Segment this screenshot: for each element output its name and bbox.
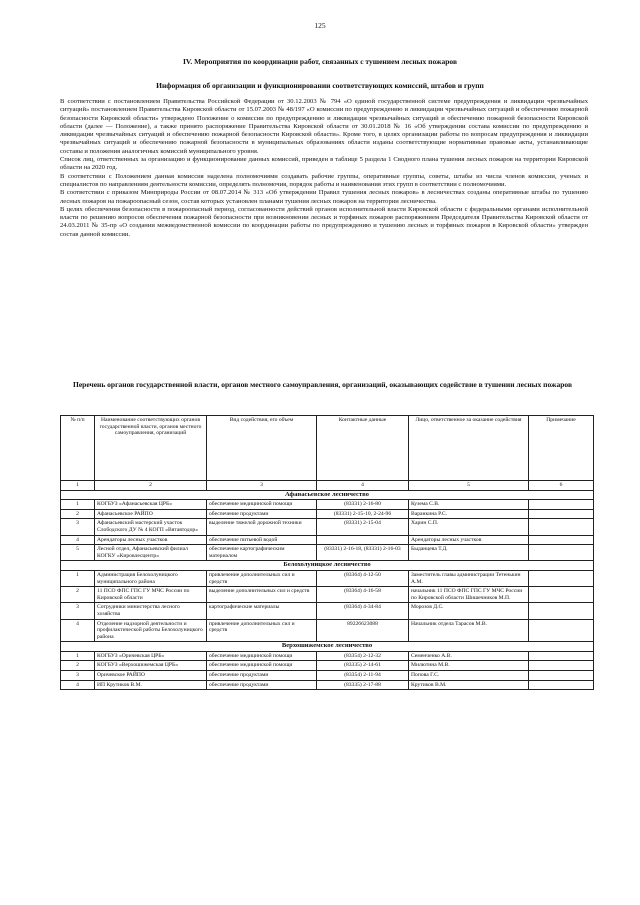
table-cell: КОГБУЗ «Верхошижемская ЦРБ» [95, 661, 207, 671]
table-cell: 1 [61, 570, 95, 586]
section-name: Афанасьевское лесничество [61, 490, 594, 500]
table-cell: Семенченко А.В. [409, 651, 529, 661]
table-cell: 4 [61, 619, 95, 642]
table-cell: Заместитель главы администрации Тетенькин А.М. [409, 570, 529, 586]
paragraph: В соответствии с Положением данная комиссия наделена полномочиями создавать рабочие группы, оперативные группы, советы, штабы из числа членов комиссии, ученых и специалистов по направлениям деятельности комиссии, определять полномочия, порядок работы и наименования этих групп в соответствии с полномочиями. [60, 172, 588, 188]
table-cell: 4 [61, 535, 95, 545]
section-name: Белохолуницкое лесничество [61, 561, 594, 571]
table-cell: (83364) 4-16-58 [317, 587, 409, 603]
table-cell: Харин С.П. [409, 519, 529, 535]
table-cell: ИП Крутиков В.М. [95, 680, 207, 690]
paragraph: В соответствии с приказом Минприроды России от 08.07.2014 № 313 «Об утверждении Правил тушения лесных пожаров» в лесничествах созданы оперативные штабы по тушению лесных пожаров на пожароопасный сезон, состав которых установлен планами тушения лесных пожаров на территории лесничества. [60, 189, 588, 205]
table-cell [529, 545, 594, 561]
table-row [61, 671, 594, 681]
body-text [60, 98, 588, 239]
table-cell: (83335) 2-14-61 [317, 661, 409, 671]
column-number: 1 [61, 481, 95, 491]
table-cell [529, 570, 594, 586]
table-cell: Лесной отдел, Афанасьевский филиал КОГКУ «Кировлесцентр» [95, 545, 207, 561]
table-cell [529, 509, 594, 519]
table-cell: Начальник отдела Тарасов М.В. [409, 619, 529, 642]
column-number: 4 [317, 481, 409, 491]
section-title: IV. Мероприятия по координации работ, связанных с тушением лесных пожаров [182, 57, 457, 66]
column-number: 2 [95, 481, 207, 491]
section-row [61, 490, 594, 500]
table-row [61, 509, 594, 519]
table-cell: КОГБУЗ «Афанасьевская ЦРБ» [95, 500, 207, 510]
column-header: Примечание [529, 416, 594, 481]
table-row [61, 545, 594, 561]
table-cell: обеспечение медицинской помощи [207, 661, 317, 671]
table-cell: 5 [61, 545, 95, 561]
table-cell: Афанасьевский мастерский участок Слободского ДУ № 4 КОГП «Вятавтодор» [95, 519, 207, 535]
table-cell: (83354) 2-11-94 [317, 671, 409, 681]
table-cell: (83331) 2-16-80 [317, 500, 409, 510]
table-cell: обеспечение продуктами [207, 509, 317, 519]
table-row [61, 680, 594, 690]
table-cell: выделение дополнительных сил и средств [207, 587, 317, 603]
column-number: 3 [207, 481, 317, 491]
table-cell: 2 [61, 661, 95, 671]
table-row [61, 587, 594, 603]
paragraph: В соответствии с постановлением Правительства Российской Федерации от 30.12.2003 № 794 «О единой государственной системе предупреждения и ликвидации чрезвычайных ситуаций» постановлением Правительства Кировской области от 15.07.2003 № 48/197 «О комиссии по предупреждению и ликвидации чрезвычайных ситуаций и обеспечению пожарной безопасности Кировской области» утверждено Положение о комиссии по предупреждению и ликвидации чрезвычайных ситуаций и обеспечению пожарной безопасности Кировской области (далее — Положение), а также принято распоряжение Правительства Кировской области от 30.01.2018 № 16 «Об утверждении состава комиссии по предупреждению и ликвидации чрезвычайных ситуаций и обеспечению пожарной безопасности Кировской области». Кроме того, в целях организации работы по вопросам предупреждения и ликвидации чрезвычайных ситуаций и обеспечению пожарной безопасности в муниципальных образованиях области изданы соответствующие нормативные правовые акты, устанавливающие составы и положения аналогичных комиссий муниципального уровня. [60, 98, 588, 155]
table-cell [529, 671, 594, 681]
table-cell: Кузема С.В. [409, 500, 529, 510]
table-row [61, 619, 594, 642]
table-title: Перечень органов государственной власти, органов местного самоуправления, организаций, оказывающих содействие в тушении лесных пожаров [72, 380, 573, 389]
table-cell: 3 [61, 603, 95, 619]
subsection-title: Информация об организации и функционировании соответствующих комиссий, штабов и групп [156, 81, 484, 90]
table-cell: (83331) 2-15-10, 2-24-96 [317, 509, 409, 519]
table-cell: обеспечение питьевой водой [207, 535, 317, 545]
table-cell: (83364) 4-12-50 [317, 570, 409, 586]
table-cell: обеспечение медицинской помощи [207, 500, 317, 510]
table-cell: 4 [61, 680, 95, 690]
table-row [61, 603, 594, 619]
table-cell [529, 680, 594, 690]
table-cell [529, 619, 594, 642]
table-cell [529, 535, 594, 545]
column-header: Лицо, ответственное за оказание содействия [409, 416, 529, 481]
table-cell: Морозов Д.С. [409, 603, 529, 619]
table-cell [529, 651, 594, 661]
table-row [61, 519, 594, 535]
column-header: Вид содействия, его объем [207, 416, 317, 481]
table-cell: начальник 11 ПСО ФПС ГПС ГУ МЧС России по Кировской области Шишечников М.П. [409, 587, 529, 603]
table-cell: обеспечение продуктами [207, 671, 317, 681]
table-cell: выделение тяжелой дорожной техники [207, 519, 317, 535]
table-cell: Арендаторы лесных участков [95, 535, 207, 545]
table-row [61, 651, 594, 661]
table-cell: Отделение надзорной деятельности и профилактической работы Белохолуницкого района [95, 619, 207, 642]
table-cell [529, 519, 594, 535]
section-row [61, 561, 594, 571]
table-cell: Арендаторы лесных участков [409, 535, 529, 545]
table-cell: 1 [61, 651, 95, 661]
paragraph: В целях обеспечения безопасности в пожароопасный период, согласованности действий органов исполнительной власти Кировской области с федеральными органами исполнительной власти по решению вопросов обеспечения пожарной безопасности при возникновении лесных и торфяных пожаров распоряжением Председателя Правительства Кировской области от 24.03.2011 № 35-пр «О создании межведомственной комиссии по координации работы по предупреждению и тушению лесных и торфяных пожаров в Кировской области» утвержден состав данной комиссии. [60, 205, 588, 238]
table-cell: Администрация Белохолуницкого муниципального района [95, 570, 207, 586]
table-cell: привлечение дополнительных сил и средств [207, 619, 317, 642]
column-number-row [61, 481, 594, 491]
table-cell: 89226623088 [317, 619, 409, 642]
table-header-row [61, 416, 594, 481]
table-cell: (83364) 4-34-84 [317, 603, 409, 619]
table-cell: 11 ПСО ФПС ГПС ГУ МЧС России по Кировской области [95, 587, 207, 603]
table-row [61, 570, 594, 586]
table-cell: (83335) 2-17-88 [317, 680, 409, 690]
table-cell: 1 [61, 500, 95, 510]
table-row [61, 500, 594, 510]
table-row [61, 661, 594, 671]
table-cell: привлечение дополнительных сил и средств [207, 570, 317, 586]
table-cell [529, 500, 594, 510]
assistance-table [60, 415, 594, 690]
section-name: Верхошижемское лесничество [61, 642, 594, 652]
table-cell: картографические материалы [207, 603, 317, 619]
table-cell: Оричевское РАЙПО [95, 671, 207, 681]
table-cell: обеспечение картографическим материалом [207, 545, 317, 561]
column-header: № п/п [61, 416, 95, 481]
table-cell: Сотрудники министерства лесного хозяйства [95, 603, 207, 619]
paragraph: Список лиц, ответственных за организацию и функционирование данных комиссий, приведен в таблице 5 раздела 1 Сводного плана тушения лесных пожаров на территории Кировской области на 2020 год. [60, 156, 588, 172]
table-cell: Быданцева Т.Д. [409, 545, 529, 561]
table-row [61, 535, 594, 545]
table-cell [529, 603, 594, 619]
table-cell [529, 661, 594, 671]
page-number: 125 [314, 21, 326, 30]
table-cell: 2 [61, 587, 95, 603]
table-cell: КОГБУЗ «Оричевская ЦРБ» [95, 651, 207, 661]
table-cell: 2 [61, 509, 95, 519]
table-cell: обеспечение медицинской помощи [207, 651, 317, 661]
table-cell: Милютина М.В. [409, 661, 529, 671]
column-number: 6 [529, 481, 594, 491]
table-cell: 3 [61, 519, 95, 535]
column-header: Контактные данные [317, 416, 409, 481]
section-row [61, 642, 594, 652]
column-header: Наименование соответствующих органов государственной власти, органов местного самоуправления, организаций [95, 416, 207, 481]
table-cell: (83331) 2-15-04 [317, 519, 409, 535]
table-cell [529, 587, 594, 603]
table-cell: Крутиков В.М. [409, 680, 529, 690]
table-cell: 3 [61, 671, 95, 681]
table-cell: Попова Г.С. [409, 671, 529, 681]
table-cell: Афанасьевское РАЙПО [95, 509, 207, 519]
table-cell: обеспечение продуктами [207, 680, 317, 690]
column-number: 5 [409, 481, 529, 491]
table-cell: (83354) 2-12-32 [317, 651, 409, 661]
table-cell [317, 535, 409, 545]
table-cell: (83331) 2-16-18, (83331) 2-16-03 [317, 545, 409, 561]
table-cell: Варанкина Р.С. [409, 509, 529, 519]
